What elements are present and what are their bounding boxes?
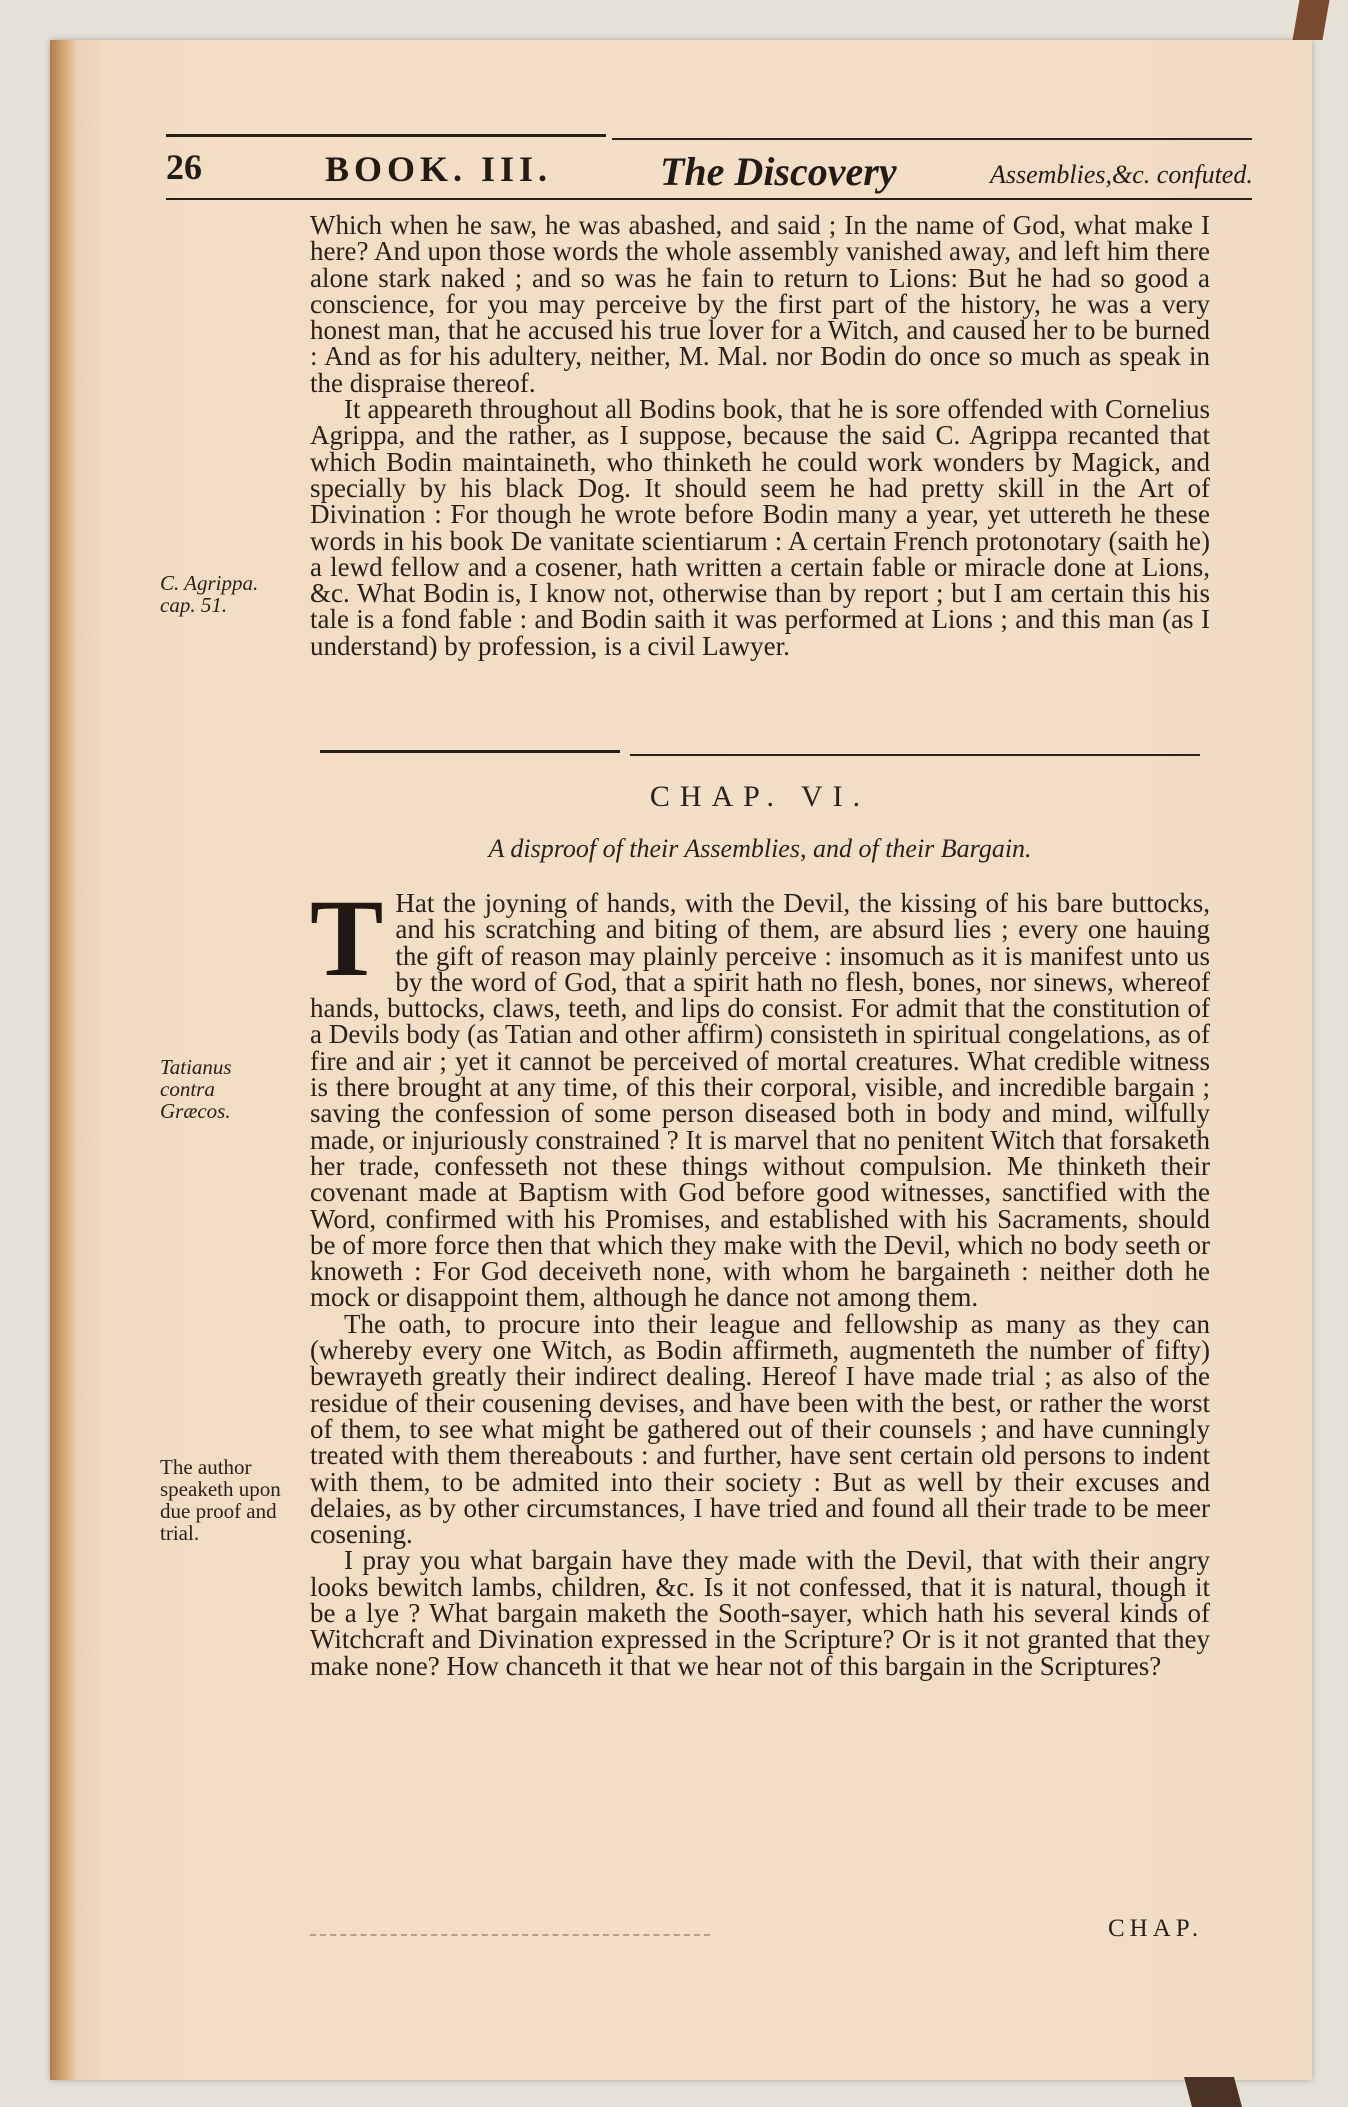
page-number: 26 <box>166 147 202 187</box>
paragraph <box>310 877 1210 1313</box>
chapter-rule-left <box>320 750 620 753</box>
margin-note: C. Agrippa. cap. 51. <box>160 571 259 617</box>
chapter-text <box>310 877 1210 1681</box>
page-spine-shadow <box>50 40 76 2080</box>
paragraph: Which when he saw, he was abashed, and said ; In the name of God, what make I here? And upon those words the whole assembly vanished away, and left him there alone stark naked ; and so was he fain to return to Lions: But he had so good a conscience, for you may perceive by the first part of the history, he was a very honest man, that he accused his true lover for a Witch, and caused her to be burned : And as for his adultery, neither, M. Mal. nor Bodin do once so much as speak in the dispraise thereof. <box>310 210 1210 398</box>
margin-note: The author speaketh upon due proof and trial. <box>160 1455 281 1545</box>
chapter-title: CHAP. VI. <box>649 780 871 813</box>
faded-ink-marks <box>310 1934 710 1938</box>
paragraph: I pray you what bargain have they made with the Devil, that with their angry looks bewitch lambs, children, &c. Is it not confessed, that it is natural, though it be a lye ? What bargain maketh the Sooth-sayer, which hath his several kinds of Witchcraft and Divination expressed in the Scripture? Or is it not granted that they make none? How chanceth it that we hear not of this bargain in the Scriptures? <box>310 1545 1210 1681</box>
continuation-text <box>310 212 1210 659</box>
header-rule-bottom <box>166 198 1252 200</box>
page-corner-tab <box>1292 0 1329 40</box>
book-label: BOOK. III. <box>325 149 553 189</box>
running-head: Assemblies,&c. confuted. <box>990 160 1253 189</box>
margin-note: Tatianus contra Græcos. <box>160 1055 232 1123</box>
chapter-subtitle: A disproof of their Assemblies, and of their Bargain. <box>488 834 1032 863</box>
header-rule-top-left <box>166 134 606 137</box>
catchword: CHAP. <box>1108 1915 1204 1942</box>
header-rule-top-right <box>612 138 1252 140</box>
paragraph-text: Hat the joyning of hands, with the Devil, the kissing of his bare buttocks, and his scratching and biting of them, are absurd lies ; every one hauing the gift of reason may plainly perceive : insomuch as it is manifest unto us by the word of God, that a spirit hath no flesh, bones, nor sinews, whereof hands, buttocks, claws, teeth, and lips do consist. For admit that the constitution of a Devils body (as Tatian and other affirm) consisteth in spiritual congelations, as of fire and air ; yet it cannot be perceived of mortal creatures. What credible witness is there brought at any time, of this their corporal, visible, and incredible bargain ; saving the confession of some person diseased both in body and mind, wilfully made, or injuriously constrained ? It is marvel that no penitent Witch that forsaketh her trade, confesseth not these things without compulsion. Me thinketh their covenant made at Baptism with God before good witnesses, sanctified with the Word, confirmed with his Promises, and established with his Sacraments, should be of more force then that which they make with the Devil, which no body seeth or knoweth : For God deceiveth none, with whom he bargaineth : neither doth he mock or disappoint them, although he dance not among them. <box>310 888 1210 1313</box>
running-title: The Discovery <box>660 149 897 194</box>
page-bottom-tab <box>1184 2077 1242 2107</box>
chapter-rule-right <box>630 754 1200 756</box>
drop-cap: T <box>310 877 384 999</box>
paragraph: It appeareth throughout all Bodins book, that he is sore offended with Cornelius Agrippa, and the rather, as I suppose, because the said C. Agrippa recanted that which Bodin maintaineth, who thinketh he could work wonders by Magick, and specially by his black Dog. It should seem he had pretty skill in the Art of Divination : For though he wrote before Bodin many a year, yet uttereth he these words in his book De vanitate scientiarum : A certain French protonotary (saith he) a lewd fellow and a cosener, hath written a certain fable or miracle done at Lions, &c. What Bodin is, I know not, otherwise than by report ; but I am certain this his tale is a fond fable : and Bodin saith it was performed at Lions ; and this man (as I understand) by profession, is a civil Lawyer. <box>310 394 1210 661</box>
paragraph: The oath, to procure into their league and fellowship as many as they can (whereby every one Witch, as Bodin affirmeth, augmenteth the number of fifty) bewrayeth greatly their indirect dealing. Hereof I have made trial ; as also of the residue of their cousening devises, and have been with the best, or rather the worst of them, to see what might be gathered out of their counsels ; and have cunningly treated with them thereabouts : and further, have sent certain old persons to indent with them, to be admited into their society : But as well by their excuses and delaies, as by other circumstances, I have tried and found all their trade to be meer cosening. <box>310 1308 1210 1550</box>
